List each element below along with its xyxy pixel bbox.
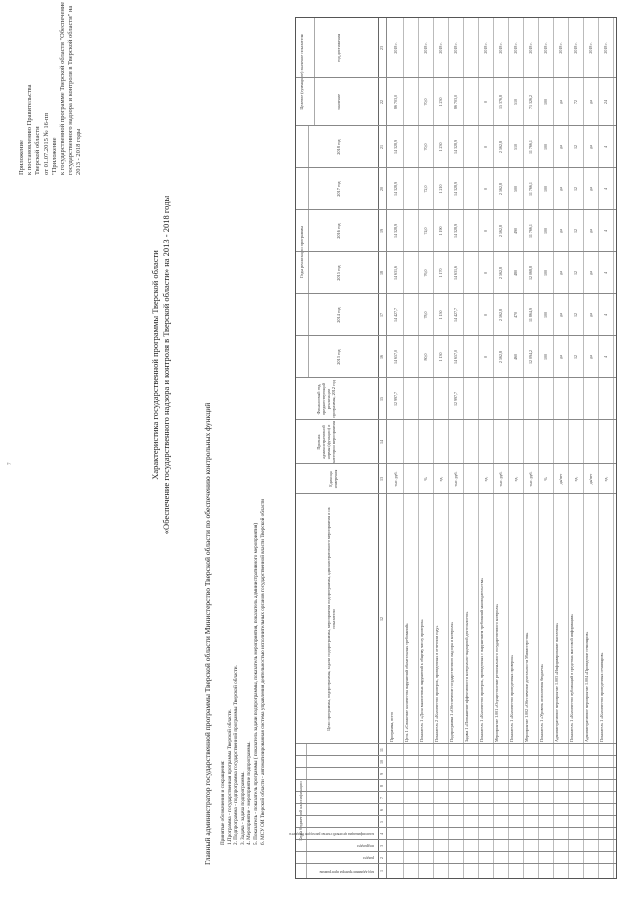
target-year: 2018 г. [438,42,443,54]
year-value: 480 [513,270,518,276]
legend-item: 3. Задача - задача подпрограммы. [239,771,246,845]
year-value: 14 328,9 [453,140,458,154]
year-value: 12 068,8 [528,266,533,280]
year-value: 14 631,6 [453,266,458,280]
document-subtitle: «Обеспечение государственного надзора и контроля в Тверской области» на 2013 - 2018 годы [161,195,171,535]
year-header: 2016 год [336,223,341,239]
target-year: 2018 г. [513,42,518,54]
table-row [553,18,568,878]
row-unit: тыс. руб. [453,471,458,487]
unit-column-header: Единица измерения [328,469,338,489]
column-divider [296,827,616,828]
column-number: 13 [379,477,384,481]
column-number: 1 [379,870,384,872]
code-column-header [310,757,374,765]
year-value: да [588,355,593,359]
legend-item: 2. Подпрограмма - подпрограмма государственной программы Тверской области. [233,665,240,845]
column-divider [296,767,616,768]
row-name: Показатель 1 «Количество публикаций в средствах массовой информации» [569,613,574,742]
column-divider [296,493,616,494]
table-row [583,18,598,878]
column-number: 11 [379,748,384,752]
year-value: 0 [483,272,488,274]
year-value: 14 328,9 [453,182,458,196]
row-unit: ед. [438,476,443,482]
year-value: 12 [573,145,578,149]
code-column-header [310,781,374,789]
table-row [433,18,448,878]
year-value: 4 [603,146,608,148]
column-divider [296,419,616,420]
year-value: 14 427,7 [453,308,458,322]
legend-item: 4. Мероприятие - мероприятие подпрограммы. [246,741,253,845]
row-name: Цель 1 «Снижение количества нарушений обязательных требований» [404,623,409,742]
year-value: 14 328,9 [393,182,398,196]
row-name: Административное мероприятие 1.004 «Проведение семинаров» [584,631,589,742]
year-header: 2015 год [336,265,341,281]
row-unit: да/нет [588,473,593,485]
target-value: 1 230 [438,97,443,107]
legend-block [220,499,266,845]
year-value: 2 562,8 [498,141,503,153]
approval-line: 2013 - 2018 годы [75,128,83,175]
year-value: 2 562,8 [498,351,503,363]
year-value: 500 [513,186,518,192]
year-value: 100 [543,270,548,276]
target-value: 71 326,2 [528,95,533,109]
approval-line: от 01.07.2015 № 16-пп [42,113,50,175]
year-value: 2 562,8 [498,309,503,321]
column-divider [296,863,616,864]
code-column-header [310,769,374,777]
code-column-header: подраздел [356,844,374,849]
column-number: 12 [379,617,384,621]
column-number: 23 [379,46,384,50]
table-row [598,18,613,878]
target-value: да [588,100,593,104]
target-column-header: год достижения [336,33,341,63]
year-value: 14 657,0 [453,350,458,364]
year-value: 4 [603,356,608,358]
year-value: 11 766,1 [528,224,533,238]
year-value: 470 [513,312,518,318]
code-column-header [310,745,374,753]
target-column-header: значение [336,94,341,110]
column-divider [296,803,616,804]
year-value: 1 150 [438,310,443,320]
row-unit: % [423,477,428,481]
column-number: 19 [379,229,384,233]
year-value: 460 [513,354,518,360]
row-name: Показатель 1 «Количество проведенных проверок» [509,654,514,742]
code-column-header: классификация целевой статьи расходов бюджета [289,832,374,837]
year-value: 14 328,9 [453,224,458,238]
row-name: Программа, всего [389,711,394,742]
row-name: Задача 1 «Повышение эффективности контрольно-надзорной деятельности» [464,611,469,742]
year-header: 2014 год [336,307,341,323]
code-column-header [310,793,374,801]
header-divider [314,18,315,126]
target-value: 100 [543,99,548,105]
table-row [388,18,403,878]
row-unit: % [543,477,548,481]
target-value: 24 [603,100,608,104]
year-value: 72,0 [423,185,428,193]
table-row [523,18,538,878]
legend-heading: Принятые обозначения и сокращения: [220,760,226,845]
row-name: Административное мероприятие 1.003 «Информирование населения» [554,622,559,742]
target-year: 2018 г. [543,42,548,54]
year-value: 2 562,8 [498,267,503,279]
row-base: 12 997,7 [453,392,458,406]
column-number: 7 [379,797,384,799]
year-value: 4 [603,314,608,316]
title-block [150,105,172,625]
row-name: Показатель 1 «Количество проведенных семинаров» [599,652,604,742]
year-value: 2 562,8 [498,225,503,237]
column-divider [296,377,616,378]
row-name: Мероприятие 1.002 «Обеспечение деятельности Министерства» [524,632,529,742]
year-value: да [558,145,563,149]
column-divider [296,743,616,744]
target-year: 2018 г. [558,42,563,54]
year-value: да [558,229,563,233]
table-row [568,18,583,878]
administrator-line: Главный администратор государственной программы Тверской области Министерство Тверской области по обеспечению контрольных функций [203,402,212,865]
target-year: 2018 г. [393,42,398,54]
legend-item: 1.Программа - государственная программа Тверской области. [226,709,233,845]
year-value: 100 [543,186,548,192]
year-value: 0 [483,146,488,148]
approval-line: государственного надзора и контроля в Тверской области" на [67,5,75,175]
column-number: 9 [379,773,384,775]
target-value: 86 703,0 [453,95,458,109]
column-number-row [378,18,387,878]
target-value: 72 [573,100,578,104]
row-unit: тыс. руб. [393,471,398,487]
column-divider [296,293,616,294]
column-number: 15 [379,397,384,401]
year-header: 2018 год [336,139,341,155]
column-divider [296,755,616,756]
target-year: 2018 г. [588,42,593,54]
year-value: 12 [573,313,578,317]
year-value: 0 [483,188,488,190]
column-number: 18 [379,271,384,275]
years-group-header: Годы реализации программы [299,226,304,278]
code-column-header [310,805,374,813]
year-value: 1 190 [438,226,443,236]
table-row [538,18,553,878]
year-value: 100 [543,144,548,150]
row-name: Показатель 1 «Уровень исполнения бюджета» [539,663,544,742]
column-number: 3 [379,845,384,847]
year-value: 1 230 [438,142,443,152]
legend-item: 6. МСУ ОИ Тверской области - автоматизированная система управления деятельностью исполнительных органов государственной власти Тверской области [259,498,266,845]
target-year: 2018 г. [573,42,578,54]
column-number: 17 [379,313,384,317]
year-value: 510 [513,144,518,150]
target-value: да [558,100,563,104]
year-value: 1 170 [438,268,443,278]
row-unit: ед. [573,476,578,482]
year-value: 2 562,8 [498,183,503,195]
year-header: 2017 год [336,181,341,197]
year-value: 12 [573,355,578,359]
column-number: 20 [379,187,384,191]
year-value: да [558,355,563,359]
year-value: 70,0 [423,143,428,151]
target-year: 2018 г. [528,42,533,54]
approval-line: Приложение [18,140,25,175]
column-number: 22 [379,100,384,104]
column-divider [296,77,616,78]
target-year: 2018 г. [483,42,488,54]
target-group-header: Целевое (суммарное) значение показателя [299,34,304,110]
year-value: 490 [513,228,518,234]
year-value: 14 631,6 [393,266,398,280]
year-value: 12 [573,187,578,191]
column-divider [296,167,616,168]
column-number: 10 [379,760,384,764]
column-divider [296,463,616,464]
year-value: 100 [543,228,548,234]
code-group-header: Коды бюджетной классификации [298,781,303,841]
year-value: да [558,271,563,275]
table-row [493,18,508,878]
column-number: 8 [379,785,384,787]
page-number: 7 [8,462,13,465]
column-number: 21 [379,145,384,149]
legend-item: 5. Показатель - показатель программы ( показатель задачи подпрограммы, показатель мероприятия, показатель административного мероприятия) [252,522,259,845]
year-value: 14 427,7 [393,308,398,322]
column-divider [296,815,616,816]
code-column-header [310,817,374,825]
column-number: 2 [379,857,384,859]
code-column-header: раздел [362,856,374,861]
column-number: 4 [379,833,384,835]
year-value: 4 [603,272,608,274]
year-value: да [558,187,563,191]
header-divider [306,744,307,878]
year-value: 14 328,9 [393,140,398,154]
column-divider [296,779,616,780]
column-divider [296,851,616,852]
year-value: 74,0 [423,227,428,235]
target-value: 86 703,0 [393,95,398,109]
year-value: 11 766,1 [528,182,533,196]
approval-line: Тверской области [34,126,42,175]
row-unit: ед. [513,476,518,482]
year-value: 12 094,2 [528,350,533,364]
row-unit: ед. [603,476,608,482]
year-value: да [588,271,593,275]
program-table [289,17,617,879]
row-divider [613,18,614,878]
row-base: 12 997,7 [393,392,398,406]
year-value: 14 328,9 [393,224,398,238]
year-value: 76,0 [423,269,428,277]
row-unit: тыс. руб. [498,471,503,487]
year-value: 100 [543,312,548,318]
target-year: 2018 г. [423,42,428,54]
table-row [448,18,463,878]
year-header: 2013 год [336,349,341,365]
column-number: 14 [379,440,384,444]
column-number: 6 [379,809,384,811]
year-value: 1 210 [438,184,443,194]
table-row [478,18,493,878]
column-number: 16 [379,355,384,359]
column-divider [296,335,616,336]
target-value: 70,0 [423,98,428,106]
flag-column-header: Признак административной нормы (функции) и категории мероприятия [316,421,336,463]
document-title: Характеристика государственной программы Тверской области [150,250,160,480]
year-value: 0 [483,314,488,316]
year-value: 11 864,9 [528,308,533,322]
column-number: 5 [379,821,384,823]
year-value: да [588,229,593,233]
year-value: 100 [543,354,548,360]
row-name: Показатель 1 «Количество проверок, проведенных с нарушением требований законодательства» [479,577,484,742]
table-row [403,18,418,878]
row-name: Мероприятие 1.001 «Осуществление регионального государственного контроля» [494,603,499,742]
approval-line: к постановлению Правительства [26,84,34,175]
year-value: да [588,313,593,317]
year-value: 4 [603,188,608,190]
year-value: 0 [483,230,488,232]
table-header [289,18,379,878]
row-name: Показатель 1 «Доля выявленных нарушений к общему числу проверок» [419,619,424,742]
target-year: 2018 г. [498,42,503,54]
target-year: 2018 г. [453,42,458,54]
row-name: Подпрограмма 1 «Обеспечение государственного надзора и контроля» [449,621,454,742]
approval-block [18,1,84,175]
year-value: да [588,145,593,149]
year-value: да [558,313,563,317]
year-value: 80,0 [423,353,428,361]
code-column-header: код администратора программы [319,870,374,875]
base-year-header: Финансовый год, предшествующий реализации программы, 2012 год [316,380,336,418]
header-divider [308,126,309,378]
year-value: 1 130 [438,352,443,362]
approval-line: к государственной программе Тверской области "Обеспечение [59,1,67,175]
year-value: 4 [603,230,608,232]
column-divider [296,209,616,210]
column-divider [296,791,616,792]
target-value: 15 376,8 [498,95,503,109]
column-divider [296,251,616,252]
row-unit: ед. [483,476,488,482]
year-value: 78,0 [423,311,428,319]
year-value: 14 657,0 [393,350,398,364]
year-value: да [588,187,593,191]
year-value: 12 [573,229,578,233]
year-value: 0 [483,356,488,358]
approval-line: "Приложение [50,137,58,175]
target-year: 2018 г. [603,42,608,54]
row-unit: да/нет [558,473,563,485]
column-divider [296,125,616,126]
target-value: 0 [483,101,488,103]
row-unit: тыс. руб. [528,471,533,487]
table-row [508,18,523,878]
table-row [463,18,478,878]
year-value: 11 766,1 [528,140,533,154]
name-column-header: Цели программы, подпрограммы, задачи подпрограммы, мероприятия подпрограммы, административного мероприятия и их показатели [326,507,336,731]
table-row [418,18,433,878]
target-value: 510 [513,99,518,105]
column-divider [296,839,616,840]
year-value: 12 [573,271,578,275]
row-name: Показатель 2 «Количество проверок, проведенных в отчетном году» [434,625,439,742]
